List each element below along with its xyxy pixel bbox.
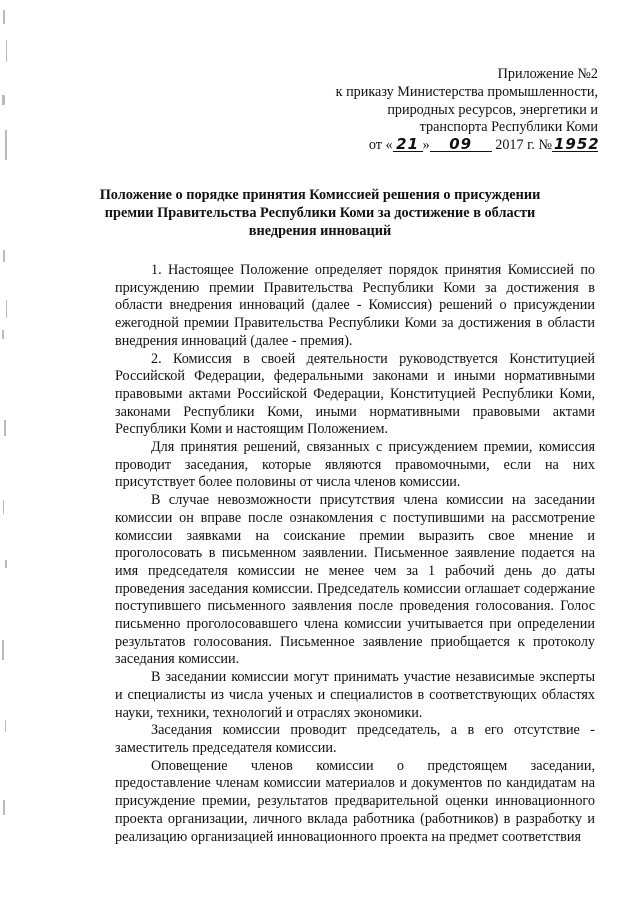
date-prefix: от « [368,137,393,154]
paragraph-7: Оповещение членов комиссии о предстоящем заседании, предоставление членам комиссии материалов и документов по кандидатам на присуждение премии, результатов предварительной оценки инновационного проекта организации, личного вклада работника (работников) в разработку и реализацию организацией инновационного проекта на предмет соответствия [115,757,595,845]
paragraph-4: В случае невозможности присутствия члена комиссии на заседании комиссии он вправе после ознакомления с поступившими на рассмотрение комиссии заявками на соискание премии выразить свое мнение и проголосовать в письменном заявлении. Письменное заявление подается на имя председателя комиссии не менее чем за 1 рабочий день до даты проведения заседания комиссии. Председатель комиссии оглашает содержание поступившего письменного заявления после проведения голосования. Голос письменно проголосовавшего члена комиссии учитывается при определении результатов голосования. Письменное заявление приобщается к протоколу заседания комиссии. [115,492,595,668]
document-body [115,262,595,846]
date-mid: » [422,137,430,154]
document-title [96,186,544,240]
scan-edge-artifact [0,0,12,905]
order-reference: к приказу Министерства промышленности, [335,83,598,100]
paragraph-2: 2. Комиссия в своей деятельности руководствуется Конституцией Российской Федерации, федеральными законами и иными нормативными правовыми актами Российской Федерации, Конституцией Республики Коми, законами Республики Коми, иными нормативными правовыми актами Республики Коми и настоящим Положением. [115,350,595,438]
appendix-header [336,66,598,155]
order-month: 09 [430,137,492,152]
order-date-line [336,137,598,155]
title-line-2: премии Правительства Республики Коми за достижение в области [104,205,536,221]
order-year: 2017 г. № [495,137,552,154]
paragraph-3: Для принятия решений, связанных с присуждением премии, комиссия проводит заседания, которые являются правомочными, если на них присутствует более половины от числа членов комиссии. [115,439,595,491]
order-day: 21 [393,137,423,152]
title-line-1: Положение о порядке принятия Комиссией решения о присуждении [99,187,541,203]
paragraph-6: Заседания комиссии проводит председатель, а в его отсутствие - заместитель председателя комиссии. [115,722,595,756]
title-line-3: внедрения инноваций [248,223,392,239]
paragraph-1: 1. Настоящее Положение определяет порядок принятия Комиссией по присуждению премии Правительства Республики Коми за достижения в области внедрения инноваций (далее - Комиссия) решений о присуждении ежегодной премии Правительства Республики Коми за достижения в области внедрения инноваций (далее - премия). [115,262,595,349]
ministry-name-line: природных ресурсов, энергетики и [387,101,598,118]
paragraph-5: В заседании комиссии могут принимать участие независимые эксперты и специалисты из числа ученых и специалистов в соответствующих областях науки, техники, технологий и отраслях экономики. [115,669,595,721]
ministry-name-line-2: транспорта Республики Коми [419,119,598,136]
order-number: 1952 [554,135,600,154]
appendix-number: Приложение №2 [497,66,598,82]
